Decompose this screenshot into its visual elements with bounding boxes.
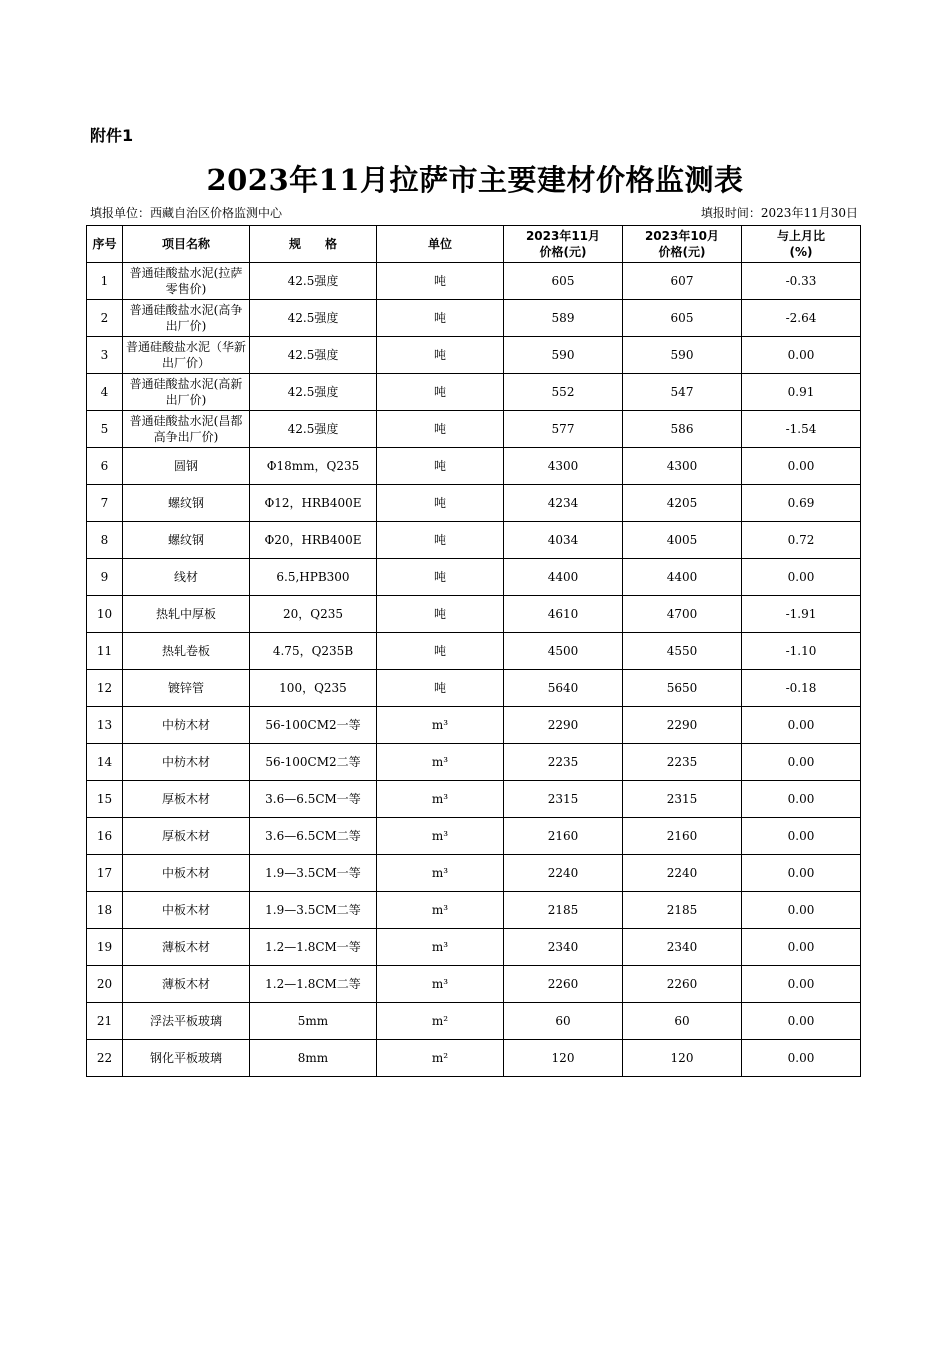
header-oct-line2: 价格(元) (658, 245, 706, 259)
cell-mom-change: 0.00 (742, 966, 861, 1003)
cell-nov-price: 4400 (504, 559, 623, 596)
cell-nov-price: 2315 (504, 781, 623, 818)
cell-spec: 5mm (250, 1003, 377, 1040)
cell-seq: 9 (87, 559, 123, 596)
cell-oct-price: 2240 (623, 855, 742, 892)
cell-oct-price: 2260 (623, 966, 742, 1003)
table-row (87, 596, 861, 633)
cell-spec: 56-100CM2一等 (250, 707, 377, 744)
cell-oct-price: 2290 (623, 707, 742, 744)
cell-mom-change: -1.10 (742, 633, 861, 670)
cell-seq: 1 (87, 263, 123, 300)
cell-mom-change: 0.00 (742, 337, 861, 374)
page-title: 2023年11月拉萨市主要建材价格监测表 (206, 163, 744, 197)
cell-oct-price: 4005 (623, 522, 742, 559)
cell-spec: 4.75，Q235B (250, 633, 377, 670)
cell-seq: 12 (87, 670, 123, 707)
cell-seq: 3 (87, 337, 123, 374)
cell-mom-change: 0.00 (742, 1003, 861, 1040)
cell-spec: 100，Q235 (250, 670, 377, 707)
cell-item-name: 薄板木材 (123, 929, 250, 966)
cell-seq: 16 (87, 818, 123, 855)
table-row (87, 929, 861, 966)
cell-mom-change: 0.00 (742, 707, 861, 744)
cell-mom-change: 0.00 (742, 448, 861, 485)
cell-unit: m³ (377, 929, 504, 966)
cell-item-name: 中板木材 (123, 892, 250, 929)
cell-unit: 吨 (377, 670, 504, 707)
cell-nov-price: 552 (504, 374, 623, 411)
cell-item-name: 圆钢 (123, 448, 250, 485)
cell-unit: m³ (377, 781, 504, 818)
cell-mom-change: -0.33 (742, 263, 861, 300)
cell-spec: 1.9—3.5CM二等 (250, 892, 377, 929)
reporting-time: 填报时间：2023年11月30日 (700, 206, 858, 220)
cell-mom-change: 0.00 (742, 744, 861, 781)
cell-mom-change: 0.00 (742, 1040, 861, 1077)
cell-unit: 吨 (377, 411, 504, 448)
table-row (87, 337, 861, 374)
header-oct-line1: 2023年10月 (644, 229, 720, 243)
cell-mom-change: 0.00 (742, 929, 861, 966)
cell-spec: 6.5,HPB300 (250, 559, 377, 596)
cell-item-name: 普通硅酸盐水泥（华新出厂价） (123, 337, 250, 374)
table-row (87, 485, 861, 522)
cell-unit: 吨 (377, 448, 504, 485)
cell-spec: Φ18mm，Q235 (250, 448, 377, 485)
table-row (87, 263, 861, 300)
cell-unit: m² (377, 1003, 504, 1040)
cell-spec: 1.2—1.8CM一等 (250, 929, 377, 966)
cell-unit: m³ (377, 707, 504, 744)
cell-nov-price: 2340 (504, 929, 623, 966)
cell-mom-change: 0.69 (742, 485, 861, 522)
cell-item-name: 薄板木材 (123, 966, 250, 1003)
cell-oct-price: 4550 (623, 633, 742, 670)
cell-unit: 吨 (377, 374, 504, 411)
cell-nov-price: 589 (504, 300, 623, 337)
header-mom-line1: 与上月比 (776, 229, 825, 243)
cell-oct-price: 2340 (623, 929, 742, 966)
cell-unit: m² (377, 1040, 504, 1077)
cell-spec: 42.5强度 (250, 374, 377, 411)
header-nov-price (504, 226, 623, 263)
cell-mom-change: 0.72 (742, 522, 861, 559)
cell-nov-price: 4034 (504, 522, 623, 559)
cell-spec: 20，Q235 (250, 596, 377, 633)
cell-nov-price: 2240 (504, 855, 623, 892)
cell-nov-price: 4500 (504, 633, 623, 670)
cell-seq: 21 (87, 1003, 123, 1040)
cell-mom-change: 0.00 (742, 892, 861, 929)
cell-seq: 22 (87, 1040, 123, 1077)
cell-nov-price: 4234 (504, 485, 623, 522)
cell-mom-change: 0.00 (742, 855, 861, 892)
cell-seq: 10 (87, 596, 123, 633)
header-mom-change (742, 226, 861, 263)
cell-oct-price: 60 (623, 1003, 742, 1040)
cell-item-name: 普通硅酸盐水泥(昌都高争出厂价) (123, 411, 250, 448)
header-unit: 单位 (377, 226, 504, 263)
cell-seq: 8 (87, 522, 123, 559)
cell-item-name: 螺纹钢 (123, 522, 250, 559)
cell-seq: 17 (87, 855, 123, 892)
cell-item-name: 中枋木材 (123, 707, 250, 744)
cell-oct-price: 4205 (623, 485, 742, 522)
cell-nov-price: 5640 (504, 670, 623, 707)
cell-unit: m³ (377, 818, 504, 855)
cell-item-name: 中枋木材 (123, 744, 250, 781)
header-oct-price (623, 226, 742, 263)
cell-item-name: 普通硅酸盐水泥(拉萨零售价) (123, 263, 250, 300)
cell-unit: 吨 (377, 559, 504, 596)
header-mom-line2: (%) (789, 245, 813, 259)
cell-seq: 7 (87, 485, 123, 522)
cell-unit: m³ (377, 892, 504, 929)
header-seq: 序号 (87, 226, 123, 263)
cell-mom-change: 0.00 (742, 559, 861, 596)
cell-unit: m³ (377, 855, 504, 892)
cell-mom-change: -1.54 (742, 411, 861, 448)
cell-unit: m³ (377, 744, 504, 781)
cell-spec: Φ20，HRB400E (250, 522, 377, 559)
cell-nov-price: 4610 (504, 596, 623, 633)
cell-seq: 19 (87, 929, 123, 966)
cell-spec: 1.2—1.8CM二等 (250, 966, 377, 1003)
attachment-label: 附件1 (90, 126, 134, 145)
cell-nov-price: 2185 (504, 892, 623, 929)
table-row (87, 818, 861, 855)
cell-nov-price: 120 (504, 1040, 623, 1077)
cell-oct-price: 586 (623, 411, 742, 448)
cell-item-name: 镀锌管 (123, 670, 250, 707)
table-row (87, 744, 861, 781)
cell-oct-price: 547 (623, 374, 742, 411)
price-table (86, 225, 861, 1077)
cell-item-name: 热轧中厚板 (123, 596, 250, 633)
cell-nov-price: 577 (504, 411, 623, 448)
cell-mom-change: 0.91 (742, 374, 861, 411)
cell-nov-price: 2260 (504, 966, 623, 1003)
table-header-row (87, 226, 861, 263)
cell-item-name: 厚板木材 (123, 781, 250, 818)
cell-item-name: 普通硅酸盐水泥(高新出厂价) (123, 374, 250, 411)
cell-seq: 13 (87, 707, 123, 744)
header-spec: 规 格 (250, 226, 377, 263)
cell-oct-price: 2160 (623, 818, 742, 855)
cell-unit: 吨 (377, 596, 504, 633)
cell-spec: Φ12，HRB400E (250, 485, 377, 522)
cell-seq: 20 (87, 966, 123, 1003)
cell-nov-price: 60 (504, 1003, 623, 1040)
cell-nov-price: 605 (504, 263, 623, 300)
table-row (87, 448, 861, 485)
cell-unit: 吨 (377, 633, 504, 670)
cell-mom-change: -1.91 (742, 596, 861, 633)
table-row (87, 781, 861, 818)
cell-oct-price: 4400 (623, 559, 742, 596)
table-row (87, 855, 861, 892)
cell-item-name: 线材 (123, 559, 250, 596)
cell-oct-price: 590 (623, 337, 742, 374)
cell-oct-price: 607 (623, 263, 742, 300)
cell-seq: 5 (87, 411, 123, 448)
cell-seq: 6 (87, 448, 123, 485)
cell-spec: 42.5强度 (250, 337, 377, 374)
cell-spec: 56-100CM2二等 (250, 744, 377, 781)
cell-spec: 3.6—6.5CM二等 (250, 818, 377, 855)
cell-unit: 吨 (377, 485, 504, 522)
cell-unit: 吨 (377, 337, 504, 374)
cell-unit: m³ (377, 966, 504, 1003)
header-item: 项目名称 (123, 226, 250, 263)
table-row (87, 374, 861, 411)
cell-seq: 14 (87, 744, 123, 781)
cell-mom-change: -0.18 (742, 670, 861, 707)
table-row (87, 411, 861, 448)
table-row (87, 633, 861, 670)
cell-spec: 8mm (250, 1040, 377, 1077)
cell-oct-price: 5650 (623, 670, 742, 707)
table-row (87, 707, 861, 744)
header-nov-line1: 2023年11月 (525, 229, 601, 243)
cell-oct-price: 2185 (623, 892, 742, 929)
table-row (87, 559, 861, 596)
cell-oct-price: 2235 (623, 744, 742, 781)
cell-oct-price: 4300 (623, 448, 742, 485)
cell-nov-price: 590 (504, 337, 623, 374)
cell-unit: 吨 (377, 263, 504, 300)
table-row (87, 522, 861, 559)
cell-seq: 4 (87, 374, 123, 411)
cell-nov-price: 2235 (504, 744, 623, 781)
cell-spec: 42.5强度 (250, 263, 377, 300)
cell-nov-price: 2290 (504, 707, 623, 744)
table-row (87, 1003, 861, 1040)
cell-spec: 1.9—3.5CM一等 (250, 855, 377, 892)
cell-oct-price: 120 (623, 1040, 742, 1077)
cell-seq: 2 (87, 300, 123, 337)
cell-seq: 11 (87, 633, 123, 670)
table-row (87, 966, 861, 1003)
cell-spec: 42.5强度 (250, 300, 377, 337)
cell-oct-price: 605 (623, 300, 742, 337)
table-row (87, 300, 861, 337)
header-nov-line2: 价格(元) (539, 245, 587, 259)
cell-oct-price: 2315 (623, 781, 742, 818)
cell-item-name: 螺纹钢 (123, 485, 250, 522)
reporting-unit: 填报单位：西藏自治区价格监测中心 (90, 206, 283, 220)
cell-item-name: 普通硅酸盐水泥(高争出厂价) (123, 300, 250, 337)
cell-nov-price: 2160 (504, 818, 623, 855)
cell-item-name: 浮法平板玻璃 (123, 1003, 250, 1040)
cell-mom-change: -2.64 (742, 300, 861, 337)
cell-spec: 3.6—6.5CM一等 (250, 781, 377, 818)
cell-seq: 15 (87, 781, 123, 818)
cell-mom-change: 0.00 (742, 781, 861, 818)
cell-item-name: 厚板木材 (123, 818, 250, 855)
table-row (87, 670, 861, 707)
cell-oct-price: 4700 (623, 596, 742, 633)
cell-nov-price: 4300 (504, 448, 623, 485)
cell-item-name: 钢化平板玻璃 (123, 1040, 250, 1077)
table-row (87, 892, 861, 929)
cell-item-name: 中板木材 (123, 855, 250, 892)
cell-seq: 18 (87, 892, 123, 929)
cell-spec: 42.5强度 (250, 411, 377, 448)
cell-item-name: 热轧卷板 (123, 633, 250, 670)
cell-mom-change: 0.00 (742, 818, 861, 855)
cell-unit: 吨 (377, 300, 504, 337)
cell-unit: 吨 (377, 522, 504, 559)
table-row (87, 1040, 861, 1077)
